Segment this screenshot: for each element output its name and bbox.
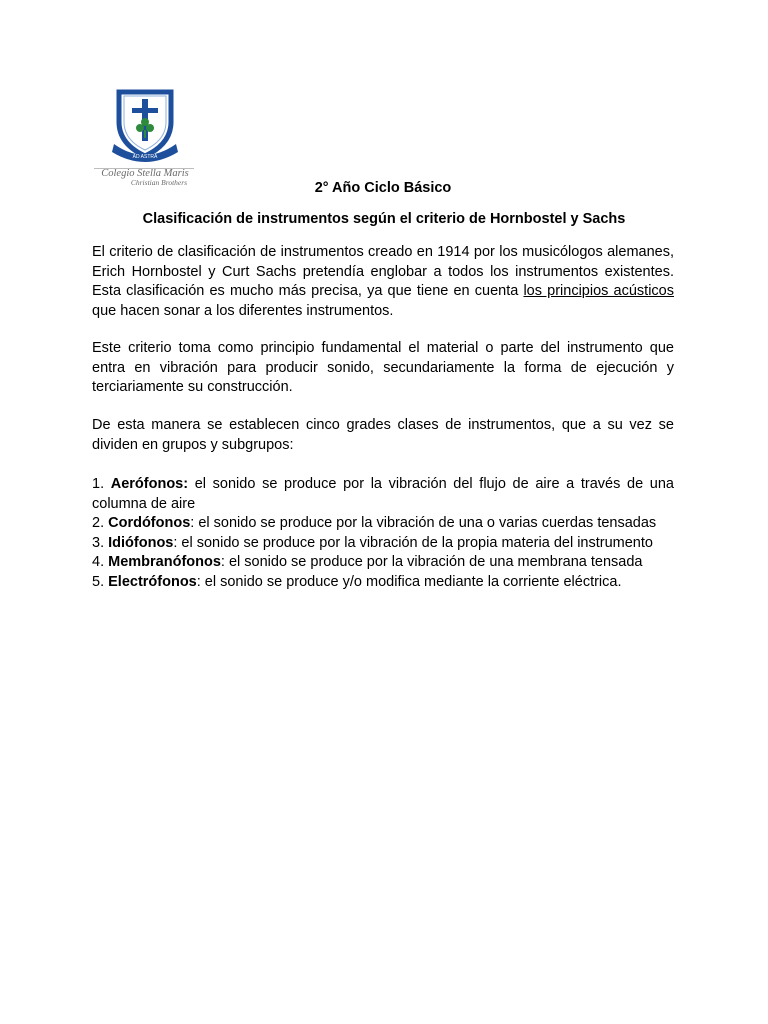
paragraph-criterion: Este criterio toma como principio fundamental el material o parte del instrumento que entra en vibración para producir sonido, secundariamente la forma de ejecución y terciariamente su construcción. (92, 340, 674, 396)
list-item: 2. Cordófonos: el sonido se produce por la vibración de una o varias cuerdas tensadas (92, 515, 657, 532)
list-item: 4. Membranófonos: el sonido se produce por la vibración de una membrana tensada (92, 554, 643, 571)
logo-subtitle: Christian Brothers (130, 178, 188, 187)
list-item: 5. Electrófonos: el sonido se produce y/o modifica mediante la corriente eléctrica. (92, 573, 622, 590)
list-item: 1. Aerófonos: el sonido se produce por la vibración del flujo de aire a través de una columna de aire (92, 476, 674, 512)
shield-crest-icon (94, 86, 196, 166)
grade-heading: 2° Año Ciclo Básico (314, 180, 452, 196)
paragraph-classes: De esta manera se establecen cinco grades clases de instrumentos, que a su vez se dividen en grupos y subgrupos: (92, 417, 674, 453)
list-term: Idiófonos (108, 534, 174, 551)
list-item: 3. Idiófonos: el sonido se produce por la vibración de la propia materia del instrumento (92, 534, 653, 551)
logo-name: Colegio Stella Maris (101, 168, 189, 179)
acoustic-principles-link[interactable]: los principios acústicos (523, 283, 674, 300)
document-title: Clasificación de instrumentos según el criterio de Hornbostel y Sachs (142, 211, 626, 227)
paragraph-intro: El criterio de clasificación de instrumentos creado en 1914 por los musicólogos alemanes, Erich Hornbostel y Curt Sachs pretendía englobar a todos los instrumentos existentes. Esta clasificación es mucho más precisa, ya que tiene en cuenta los principios acústicos que hacen sonar a los diferentes instrumentos. (92, 244, 674, 319)
list-term: Membranófonos (108, 554, 221, 571)
list-term: Aerófonos: (110, 476, 189, 492)
motto-text: AD ASTRA (132, 154, 158, 160)
instrument-class-list (92, 475, 674, 593)
list-term: Electrófonos (108, 573, 197, 590)
list-term: Cordófonos (108, 515, 191, 532)
